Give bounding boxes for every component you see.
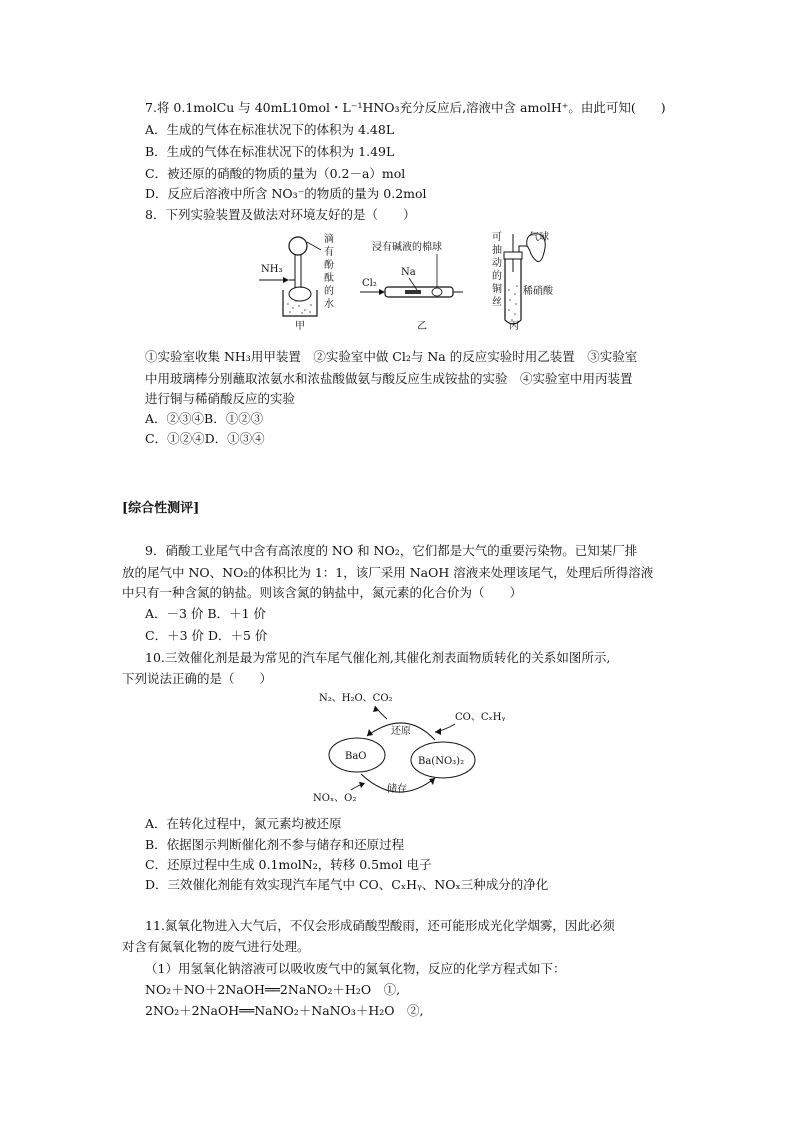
q8-body-line-1: ①实验室收集 NH₃用甲装置 ②实验室中做 Cl₂与 Na 的反应实验时用乙装置 ③实验室 bbox=[145, 349, 638, 364]
q11-equation-2: 2NO₂＋2NaOH══NaNO₂＋NaNO₃＋H₂O ②, bbox=[145, 1003, 424, 1018]
q11-equation-1: NO₂＋NO＋2NaOH══2NaNO₂＋H₂O ①, bbox=[145, 982, 401, 997]
jia-note-5: 的 bbox=[324, 286, 334, 297]
q7-stem: 7.将 0.1molCu 与 40mL10mol・L⁻¹HNO₃充分反应后,溶液中含 amolH⁺。由此可知( ) bbox=[145, 100, 666, 115]
cycle-right-node: Ba(NO₃)₂ bbox=[418, 756, 465, 767]
q7-option-c: C．被还原的硝酸的物质的量为（0.2－a）mol bbox=[145, 166, 406, 181]
bing-liquid-label: 稀硝酸 bbox=[523, 286, 553, 297]
apparatus-bing bbox=[492, 230, 554, 332]
section-title: [综合性测评] bbox=[122, 501, 200, 516]
apparatus-jia bbox=[259, 232, 334, 332]
cycle-store-label: 储存 bbox=[387, 784, 407, 795]
q10-option-a: A．在转化过程中，氮元素均被还原 bbox=[145, 816, 342, 831]
jia-note-1: 滴 bbox=[324, 234, 334, 245]
q8-body-line-2: 中用玻璃棒分别蘸取浓氨水和浓盐酸做氨与酸反应生成铵盐的实验 ④实验室中用丙装置 bbox=[145, 371, 633, 386]
yi-metal-label: Na bbox=[401, 267, 416, 278]
bing-note-2: 抽 bbox=[492, 245, 502, 256]
bing-balloon-label: 气球 bbox=[529, 232, 549, 243]
jia-beaker bbox=[283, 290, 317, 316]
q10-option-c: C．还原过程中生成 0.1molN₂，转移 0.5mol 电子 bbox=[145, 857, 432, 872]
q8-apparatus-figure bbox=[255, 228, 555, 336]
jia-flask bbox=[289, 237, 307, 255]
bing-note-1: 可 bbox=[492, 232, 502, 243]
yi-note: 浸有碱液的棉球 bbox=[372, 242, 442, 253]
q9-line-1: 9．硝酸工业尾气中含有高浓度的 NO 和 NO₂，它们都是大气的重要污染物。已知某厂排 bbox=[145, 543, 638, 558]
q10-option-d: D．三效催化剂能有效实现汽车尾气中 CO、CₓHᵧ、NOₓ三种成分的净化 bbox=[145, 877, 549, 892]
cycle-left-node: BaO bbox=[345, 751, 367, 762]
q11-line-2: 对含有氮氧化物的废气进行处理。 bbox=[122, 939, 310, 954]
q7-option-d: D．反应后溶液中所含 NO₃⁻的物质的量为 0.2mol bbox=[145, 186, 427, 201]
jia-gas-label: NH₃ bbox=[261, 264, 283, 275]
jia-note-4: 酞 bbox=[324, 273, 334, 284]
bing-note-3: 动 bbox=[492, 258, 502, 269]
cycle-reduce-label: 还原 bbox=[391, 726, 411, 737]
q7-option-b: B．生成的气体在标准状况下的体积为 1.49L bbox=[145, 144, 395, 159]
cycle-inputs: NOₓ、O₂ bbox=[313, 793, 357, 804]
cycle-reductants: CO、CₓHᵧ bbox=[455, 712, 506, 723]
bing-caption: 丙 bbox=[509, 321, 519, 332]
q9-option-ab: A．－3 价 B．＋1 价 bbox=[145, 606, 267, 621]
q11-line-3: （1）用氢氧化钠溶液可以吸收废气中的氮氧化物，反应的化学方程式如下： bbox=[145, 961, 566, 976]
q10-line-2: 下列说法正确的是（ ） bbox=[122, 671, 273, 686]
q9-line-2: 放的尾气中 NO、NO₂的体积比为 1：1，该厂采用 NaOH 溶液来处理该尾气，处理后所得溶液 bbox=[122, 565, 654, 580]
bing-note-4: 的 bbox=[492, 271, 502, 282]
q9-line-3: 中只有一种含氮的钠盐。则该含氮的钠盐中，氮元素的化合价为（ ） bbox=[122, 585, 523, 600]
q8-stem: 8．下列实验装置及做法对环境友好的是（ ） bbox=[145, 207, 416, 222]
apparatus-yi bbox=[360, 240, 463, 332]
q8-option-cd: C．①②④D．①③④ bbox=[145, 431, 265, 446]
cycle-top-products: N₂、H₂O、CO₂ bbox=[319, 693, 393, 704]
bing-note-6: 丝 bbox=[492, 297, 502, 308]
q11-line-1: 11.氮氧化物进入大气后，不仅会形成硝酸型酸雨，还可能形成光化学烟雾，因此必须 bbox=[145, 918, 615, 933]
q7-option-a: A．生成的气体在标准状况下的体积为 4.48L bbox=[145, 122, 395, 137]
bing-note-5: 铜 bbox=[492, 284, 502, 295]
q8-option-ab: A．②③④B．①②③ bbox=[145, 411, 264, 426]
jia-note-2: 有 bbox=[324, 247, 334, 258]
yi-cotton-ball bbox=[432, 288, 442, 296]
q8-body-line-3: 进行铜与稀硝酸反应的实验 bbox=[145, 391, 296, 406]
jia-note-6: 水 bbox=[324, 299, 334, 310]
yi-gas-label: Cl₂ bbox=[362, 278, 377, 289]
yi-caption: 乙 bbox=[417, 321, 427, 332]
jia-caption: 甲 bbox=[295, 321, 305, 332]
q10-option-b: B．依据图示判断催化剂不参与储存和还原过程 bbox=[145, 837, 405, 852]
q10-line-1: 10.三效催化剂是最为常见的汽车尾气催化剂,其催化剂表面物质转化的关系如图所示, bbox=[145, 650, 611, 665]
q9-option-cd: C．＋3 价 D．＋5 价 bbox=[145, 628, 268, 643]
q10-catalyst-cycle-figure bbox=[305, 684, 520, 810]
jia-note-3: 酚 bbox=[324, 260, 334, 271]
